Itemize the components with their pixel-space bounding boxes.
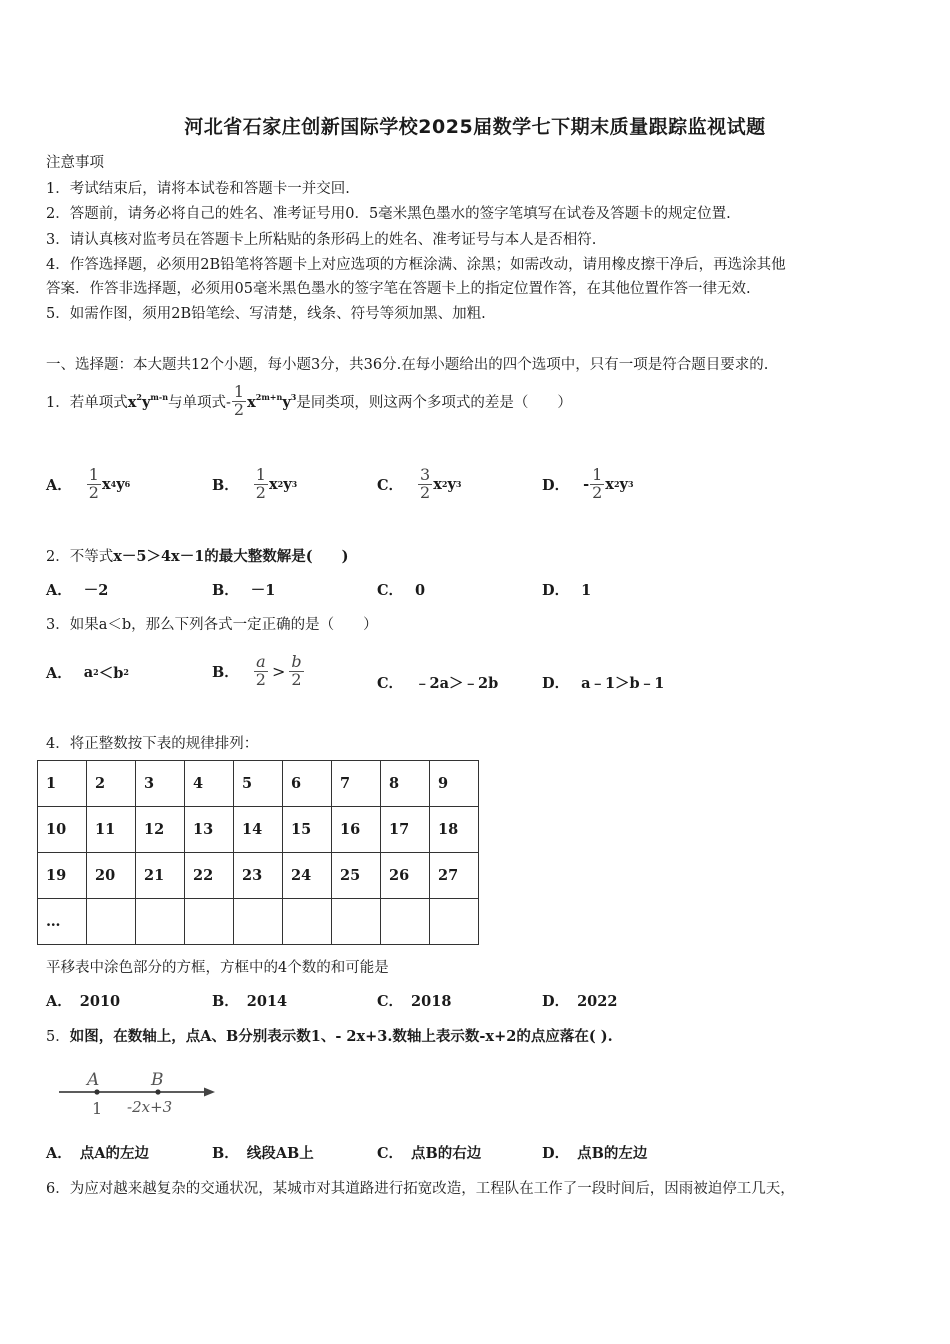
table-cell: 16 bbox=[332, 807, 381, 853]
option-var: y bbox=[619, 475, 628, 493]
table-cell bbox=[185, 899, 234, 945]
table-cell: 2 bbox=[87, 761, 136, 807]
option-label: B． bbox=[212, 582, 239, 599]
question-4 bbox=[46, 732, 258, 753]
q2-text-2: 的最大整数解是( ) bbox=[204, 548, 349, 565]
table-cell: 12 bbox=[136, 807, 185, 853]
option-text: a﹣1＞b﹣1 bbox=[581, 675, 665, 692]
number-line-arrow-icon bbox=[204, 1088, 215, 1097]
notice-item: 5．如需作图，须用2B铅笔绘、写清楚，线条、符号等须加黑、加粗. bbox=[46, 306, 486, 322]
page-title: 河北省石家庄创新国际学校2025届数学七下期末质量跟踪监视试题 bbox=[184, 116, 766, 138]
option-text: 点B的右边 bbox=[411, 1145, 482, 1162]
table-cell: 10 bbox=[38, 807, 87, 853]
q1-option-a[interactable] bbox=[46, 459, 130, 509]
option-label: C． bbox=[377, 476, 404, 494]
option-text: ﹣2a＞﹣2b bbox=[415, 675, 499, 692]
q1-var: y bbox=[141, 393, 151, 411]
option-text: 0 bbox=[415, 582, 426, 599]
option-exp: 3 bbox=[627, 479, 634, 489]
q1-exp: 2 bbox=[136, 391, 142, 402]
table-cell: 19 bbox=[38, 853, 87, 899]
table-cell: 4 bbox=[185, 761, 234, 807]
table-row bbox=[38, 899, 479, 945]
table-cell: 6 bbox=[283, 761, 332, 807]
q1-var: x bbox=[247, 393, 256, 411]
q1-option-b[interactable] bbox=[212, 459, 297, 509]
option-var: x bbox=[433, 475, 442, 493]
q2-text-1: 不等式 bbox=[69, 549, 114, 565]
option-exp: 4 bbox=[110, 479, 117, 489]
option-label: B． bbox=[212, 663, 239, 681]
question-3 bbox=[46, 613, 378, 634]
option-label: D． bbox=[542, 582, 570, 599]
option-label: D． bbox=[542, 993, 570, 1010]
table-cell: 1 bbox=[38, 761, 87, 807]
option-fraction bbox=[87, 464, 101, 502]
table-cell: 26 bbox=[381, 853, 430, 899]
q3-option-b[interactable] bbox=[212, 645, 305, 697]
question-2 bbox=[46, 545, 349, 566]
table-cell bbox=[283, 899, 332, 945]
table-cell: 25 bbox=[332, 853, 381, 899]
option-sign: - bbox=[583, 475, 590, 493]
q2-option-a[interactable] bbox=[46, 579, 108, 600]
fraction-denominator: 2 bbox=[233, 399, 245, 419]
table-row bbox=[38, 853, 479, 899]
option-fraction bbox=[590, 464, 604, 502]
option-label: A． bbox=[46, 664, 72, 682]
table-cell: … bbox=[38, 899, 87, 945]
option-var: a bbox=[83, 663, 94, 681]
table-cell: 13 bbox=[185, 807, 234, 853]
option-var: y bbox=[116, 475, 125, 493]
option-label: C． bbox=[377, 582, 404, 599]
option-exp: 3 bbox=[291, 479, 298, 489]
option-label: C． bbox=[377, 993, 404, 1010]
option-exp: 6 bbox=[124, 479, 131, 489]
q2-option-d[interactable] bbox=[542, 579, 591, 600]
table-cell: 9 bbox=[430, 761, 479, 807]
fraction-denominator: 2 bbox=[420, 482, 431, 502]
option-exp: 2 bbox=[441, 479, 448, 489]
q4-option-c[interactable] bbox=[377, 990, 451, 1011]
q1-exp: 2m+n bbox=[255, 391, 283, 402]
fraction-numerator: 1 bbox=[233, 381, 245, 401]
table-cell bbox=[234, 899, 283, 945]
option-var: x bbox=[268, 475, 278, 493]
option-var: x bbox=[101, 475, 111, 493]
table-cell: 22 bbox=[185, 853, 234, 899]
q3-text: 如果a＜b，那么下列各式一定正确的是（ ） bbox=[69, 617, 378, 633]
point-b-value: -2x+3 bbox=[127, 1098, 173, 1116]
q1-fraction bbox=[232, 381, 246, 419]
table-cell bbox=[430, 899, 479, 945]
notice-item: 2．答题前，请务必将自己的姓名、准考证号用0．5毫米黑色墨水的签字笔填写在试卷及答题卡的规定位置. bbox=[46, 206, 731, 222]
q4-text: 将正整数按下表的规律排列： bbox=[69, 736, 259, 752]
option-text: 线段AB上 bbox=[246, 1145, 314, 1162]
point-a-dot bbox=[94, 1089, 99, 1094]
q1-exp: m-n bbox=[150, 391, 169, 402]
option-label: B． bbox=[212, 476, 239, 494]
table-cell: 20 bbox=[87, 853, 136, 899]
option-exp: 2 bbox=[277, 479, 284, 489]
fraction-denominator: 2 bbox=[592, 482, 603, 502]
point-a-value: 1 bbox=[92, 1099, 103, 1118]
table-cell: 3 bbox=[136, 761, 185, 807]
q1-option-d[interactable] bbox=[542, 459, 634, 509]
point-a-label: A bbox=[87, 1070, 100, 1090]
q5-option-d[interactable] bbox=[542, 1142, 647, 1163]
fraction-numerator: 3 bbox=[420, 464, 431, 484]
q3-option-a[interactable] bbox=[46, 647, 129, 697]
notice-heading: 注意事项 bbox=[46, 155, 104, 171]
option-text: 1 bbox=[581, 582, 592, 599]
fraction-denominator: 2 bbox=[291, 669, 302, 689]
q5-option-b[interactable] bbox=[212, 1142, 314, 1163]
q4-option-a[interactable] bbox=[46, 990, 120, 1011]
option-label: A． bbox=[46, 1145, 72, 1162]
option-exp: 2 bbox=[613, 479, 620, 489]
option-fraction bbox=[418, 464, 432, 502]
question-number: 3． bbox=[46, 617, 70, 633]
fraction-denominator: 2 bbox=[88, 482, 99, 502]
question-5 bbox=[46, 1025, 613, 1046]
fraction-denominator: 2 bbox=[255, 482, 266, 502]
table-cell: 17 bbox=[381, 807, 430, 853]
table-cell: 23 bbox=[234, 853, 283, 899]
option-label: D． bbox=[542, 675, 570, 692]
point-b-label: B bbox=[151, 1070, 164, 1090]
question-number: 4． bbox=[46, 736, 70, 752]
greater-than-sign: > bbox=[271, 661, 286, 681]
fraction-numerator: 1 bbox=[88, 464, 99, 484]
q3-option-d[interactable] bbox=[542, 672, 664, 693]
q5-option-a[interactable] bbox=[46, 1142, 149, 1163]
fraction-numerator: 1 bbox=[592, 464, 603, 484]
table-cell: 24 bbox=[283, 853, 332, 899]
table-row bbox=[38, 761, 479, 807]
question-number: 2． bbox=[46, 549, 70, 565]
table-cell: 21 bbox=[136, 853, 185, 899]
option-text: 2018 bbox=[411, 993, 452, 1010]
section-heading: 一、选择题：本大题共12个小题，每小题3分，共36分.在每小题给出的四个选项中，只有一项是符合题目要求的. bbox=[46, 357, 769, 373]
notice-item: 答案．作答非选择题，必须用05毫米黑色墨水的签字笔在答题卡上的指定位置作答，在其他位置作答一律无效. bbox=[46, 281, 751, 297]
option-label: B． bbox=[212, 1145, 239, 1162]
option-label: C． bbox=[377, 1145, 404, 1162]
option-var: x bbox=[605, 475, 614, 493]
q2-option-b[interactable] bbox=[212, 579, 275, 600]
q4-option-d[interactable] bbox=[542, 990, 617, 1011]
option-exp: 3 bbox=[455, 479, 462, 489]
table-cell: 18 bbox=[430, 807, 479, 853]
fraction-numerator: a bbox=[254, 654, 268, 672]
option-fraction bbox=[254, 464, 268, 502]
option-label: D． bbox=[542, 1145, 570, 1162]
q3-option-c[interactable] bbox=[377, 672, 498, 693]
q2-option-c[interactable] bbox=[377, 579, 425, 600]
option-fraction bbox=[289, 651, 303, 689]
option-text: 点B的左边 bbox=[577, 1145, 648, 1162]
question-number: 1． bbox=[46, 394, 70, 411]
option-label: B． bbox=[212, 993, 239, 1010]
q1-text-3: 是同类项，则这两个多项式的差是（ ） bbox=[296, 394, 572, 411]
q1-var: y bbox=[282, 393, 291, 411]
notice-item: 1．考试结束后，请将本试卷和答题卡一并交回. bbox=[46, 181, 350, 197]
option-label: A． bbox=[46, 476, 72, 494]
option-text: ＜b bbox=[98, 664, 124, 682]
option-text: －1 bbox=[250, 582, 276, 599]
fraction-numerator: 1 bbox=[255, 464, 266, 484]
table-cell: 8 bbox=[381, 761, 430, 807]
number-line-figure bbox=[55, 1066, 225, 1122]
q6-text: 为应对越来越复杂的交通状况，某城市对其道路进行拓宽改造，工程队在工作了一段时间后，因雨被迫停工几天， bbox=[69, 1181, 795, 1197]
table-row bbox=[38, 807, 479, 853]
option-text: 2014 bbox=[246, 993, 288, 1010]
option-text: 点A的左边 bbox=[79, 1145, 150, 1162]
option-label: C． bbox=[377, 675, 404, 692]
point-b-dot bbox=[155, 1089, 160, 1094]
question-6 bbox=[46, 1177, 795, 1198]
option-var: y bbox=[283, 475, 292, 493]
table-cell bbox=[332, 899, 381, 945]
q1-option-c[interactable] bbox=[377, 459, 461, 509]
q2-expression: x－5＞4x－1 bbox=[113, 548, 205, 565]
question-number: 6． bbox=[46, 1181, 70, 1197]
option-var: y bbox=[447, 475, 456, 493]
q4-followup-text: 平移表中涂色部分的方框，方框中的4个数的和可能是 bbox=[46, 960, 389, 976]
q5-text: 如图，在数轴上，点A、B分别表示数1、- 2x+3.数轴上表示数-x+2的点应落在( ). bbox=[69, 1028, 613, 1045]
number-table bbox=[37, 760, 479, 945]
q4-option-b[interactable] bbox=[212, 990, 287, 1011]
fraction-denominator: 2 bbox=[255, 669, 266, 689]
table-cell: 15 bbox=[283, 807, 332, 853]
notice-item: 3．请认真核对监考员在答题卡上所粘贴的条形码上的姓名、准考证号与本人是否相符. bbox=[46, 232, 597, 248]
question-1 bbox=[46, 376, 572, 426]
option-text: －2 bbox=[83, 582, 109, 599]
table-cell: 14 bbox=[234, 807, 283, 853]
option-label: D． bbox=[542, 476, 570, 494]
q1-text-1: 若单项式 bbox=[69, 394, 128, 411]
table-cell bbox=[136, 899, 185, 945]
notice-item: 4．作答选择题，必须用2B铅笔将答题卡上对应选项的方框涂满、涂黑；如需改动，请用橡皮擦干净后，再选涂其他 bbox=[46, 257, 786, 273]
option-fraction bbox=[254, 651, 268, 689]
question-number: 5． bbox=[46, 1029, 70, 1045]
table-cell: 11 bbox=[87, 807, 136, 853]
table-cell bbox=[381, 899, 430, 945]
q1-var: x bbox=[127, 393, 137, 411]
table-cell: 5 bbox=[234, 761, 283, 807]
option-exp: 2 bbox=[93, 667, 99, 677]
option-label: A． bbox=[46, 993, 72, 1010]
option-exp: 2 bbox=[123, 667, 129, 677]
option-text: 2010 bbox=[79, 993, 121, 1010]
q1-exp: 3 bbox=[290, 391, 297, 402]
q5-option-c[interactable] bbox=[377, 1142, 481, 1163]
q1-text-2: 与单项式- bbox=[168, 394, 231, 411]
table-cell bbox=[87, 899, 136, 945]
option-label: A． bbox=[46, 582, 72, 599]
fraction-numerator: b bbox=[291, 651, 302, 671]
table-cell: 7 bbox=[332, 761, 381, 807]
table-cell: 27 bbox=[430, 853, 479, 899]
option-text: 2022 bbox=[577, 993, 618, 1010]
